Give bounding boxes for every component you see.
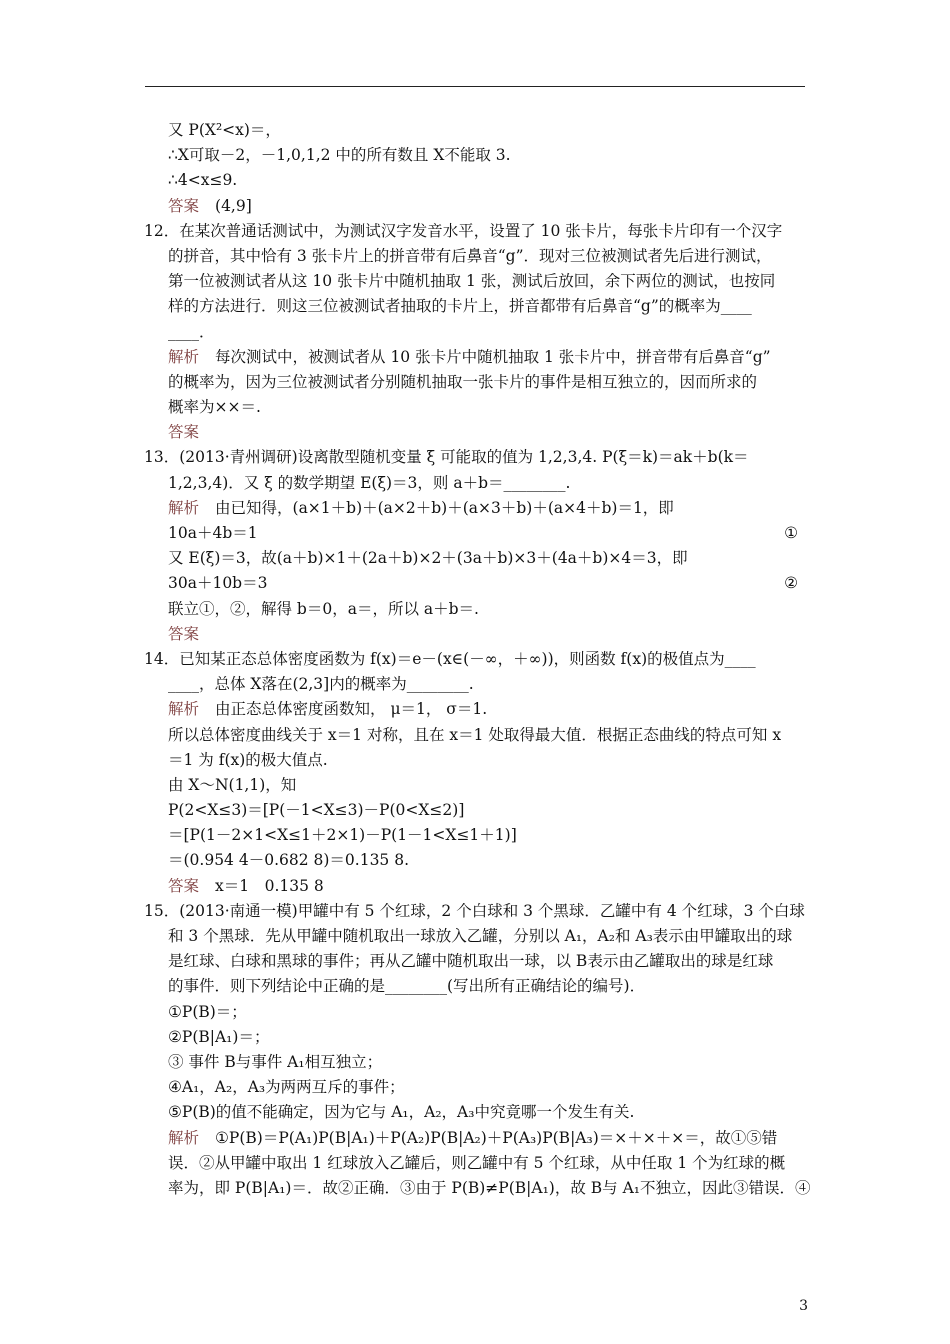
text-line — [168, 597, 808, 622]
text-line — [168, 118, 808, 143]
line-text: ①P(B)＝； — [168, 1002, 247, 1021]
text-line — [168, 949, 808, 974]
line-text: 12．在某次普通话测试中，为测试汉字发音水平，设置了 10 张卡片，每张卡片印有一个汉字 — [144, 221, 783, 240]
text-line — [168, 521, 808, 546]
analysis-label: 解析 — [168, 1128, 200, 1147]
text-line — [168, 723, 808, 748]
text-line — [168, 773, 808, 798]
line-text: 由 X～N(1,1)，知 — [168, 775, 297, 794]
text-line — [168, 269, 808, 294]
line-text: 15．(2013·南通一模)甲罐中有 5 个红球，2 个白球和 3 个黑球．乙罐中有 4 个红球，3 个白球 — [144, 901, 805, 920]
text-line — [168, 924, 808, 949]
line-text: 所以总体密度曲线关于 x＝1 对称，且在 x＝1 处取得最大值．根据正态曲线的特点可知 x — [168, 725, 782, 744]
line-text: 样的方法进行．则这三位被测试者抽取的卡片上，拼音都带有后鼻音“g”的概率为____ — [168, 297, 752, 316]
text-line — [168, 420, 808, 445]
text-line — [168, 471, 808, 496]
line-text: 误．②从甲罐中取出 1 红球放入乙罐后，则乙罐中有 5 个红球，从中任取 1 个为红球的概 — [168, 1153, 786, 1172]
line-text: ____，总体 X落在(2,3]内的概率为________. — [168, 675, 474, 694]
line-text: 由已知得，(a×1＋b)＋(a×2＋b)＋(a×3＋b)＋(a×4＋b)＝1，即 — [215, 498, 674, 517]
text-line — [168, 974, 808, 999]
analysis-label: 解析 — [168, 498, 200, 517]
line-text: 由正态总体密度函数知， μ＝1， σ＝1. — [215, 700, 488, 719]
equation-number: ② — [784, 574, 798, 593]
text-line — [168, 571, 808, 596]
analysis-label: 解析 — [168, 700, 200, 719]
line-text: ②P(B|A₁)＝； — [168, 1027, 270, 1046]
text-line — [168, 1126, 808, 1151]
line-text: 14．已知某正态总体密度函数为 f(x)＝e－(x∈(－∞，＋∞))，则函数 f(x)的极值点为____ — [144, 649, 756, 668]
line-text: P(2<X≤3)＝[P(－1<X≤3)－P(0<X≤2)] — [168, 801, 465, 820]
text-line — [168, 1075, 808, 1100]
equation-number: ① — [784, 524, 798, 542]
line-text: 是红球、白球和黑球的事件；再从乙罐中随机取出一球，以 B表示由乙罐取出的球是红球 — [168, 952, 774, 971]
text-line — [168, 697, 808, 722]
line-text: 和 3 个黑球．先从甲罐中随机取出一球放入乙罐，分别以 A₁，A₂和 A₃表示由甲罐取出的球 — [168, 927, 793, 945]
text-line — [144, 899, 808, 924]
text-line — [168, 748, 808, 773]
text-line — [168, 244, 808, 269]
text-line — [168, 1151, 808, 1176]
answer-label: 答案 — [168, 423, 200, 442]
line-text: ＝[P(1－2×1<X≤1＋2×1)－P(1－1<X≤1＋1)] — [168, 826, 517, 845]
line-text: 13．(2013·青州调研)设离散型随机变量 ξ 可能取的值为 1,2,3,4. P(ξ＝k)＝ak＋b(k＝ — [144, 448, 749, 467]
line-text: (4,9] — [215, 196, 252, 215]
text-line — [168, 194, 808, 219]
text-line — [168, 168, 808, 193]
text-line — [168, 1176, 811, 1201]
line-text: ④A₁，A₂，A₃为两两互斥的事件； — [168, 1078, 405, 1097]
text-line — [168, 798, 808, 823]
text-line — [168, 320, 808, 345]
text-line — [168, 848, 808, 873]
analysis-label: 解析 — [168, 347, 200, 366]
answer-label: 答案 — [168, 876, 200, 895]
line-text: ＝(0.954 4－0.682 8)＝0.135 8. — [168, 851, 410, 870]
line-text: 概率为××＝. — [168, 398, 261, 417]
text-line — [168, 143, 808, 168]
document-body — [144, 118, 811, 1201]
text-line — [168, 546, 808, 571]
text-line — [144, 647, 808, 672]
text-line — [168, 1000, 808, 1025]
header-rule — [145, 86, 805, 87]
answer-label: 答案 — [168, 624, 200, 643]
text-line — [168, 1025, 808, 1050]
line-text: x＝1 0.135 8 — [215, 876, 324, 895]
line-text: ①P(B)＝P(A₁)P(B|A₁)＋P(A₂)P(B|A₂)＋P(A₃)P(B|A₃)＝×＋×＋×＝，故①⑤错 — [215, 1128, 778, 1147]
line-text: 10a＋4b＝1 — [168, 524, 258, 542]
text-line — [168, 1100, 808, 1125]
line-text: 率为，即 P(B|A₁)＝．故②正确．③由于 P(B)≠P(B|A₁)，故 B与 A₁不独立，因此③错误．④ — [168, 1178, 811, 1197]
line-text: ∴4<x≤9. — [168, 171, 238, 190]
line-text: 联立①，②，解得 b＝0，a＝，所以 a＋b＝. — [168, 599, 479, 618]
text-line — [168, 823, 808, 848]
text-line — [144, 445, 808, 470]
line-text: 每次测试中，被测试者从 10 张卡片中随机抽取 1 张卡片中，拼音带有后鼻音“g” — [215, 347, 771, 366]
line-text: ③ 事件 B与事件 A₁相互独立； — [168, 1052, 383, 1071]
text-line — [168, 345, 808, 370]
text-line — [168, 672, 808, 697]
text-line — [144, 219, 808, 244]
line-text: ⑤P(B)的值不能确定，因为它与 A₁，A₂，A₃中究竟哪一个发生有关. — [168, 1103, 635, 1122]
line-text: ____． — [168, 322, 215, 341]
text-line — [168, 496, 808, 521]
line-text: 的拼音，其中恰有 3 张卡片上的拼音带有后鼻音“g”．现对三位被测试者先后进行测试， — [168, 246, 772, 265]
answer-label: 答案 — [168, 196, 200, 215]
text-line — [168, 395, 808, 420]
text-line — [168, 1050, 808, 1075]
line-text: ∴X可取－2，－1,0,1,2 中的所有数且 X不能取 3. — [168, 146, 511, 165]
page-number: 3 — [799, 1298, 808, 1314]
line-text: 又 P(X²<x)＝， — [168, 121, 281, 139]
line-text: ＝1 为 f(x)的极大值点. — [168, 750, 328, 769]
text-line — [168, 294, 808, 319]
line-text: 又 E(ξ)＝3，故(a＋b)×1＋(2a＋b)×2＋(3a＋b)×3＋(4a＋b)×4＝3，即 — [168, 549, 688, 568]
text-line — [168, 874, 808, 899]
line-text: 的事件．则下列结论中正确的是________(写出所有正确结论的编号)． — [168, 977, 646, 996]
text-line — [168, 370, 808, 395]
line-text: 的概率为，因为三位被测试者分别随机抽取一张卡片的事件是相互独立的，因而所求的 — [168, 372, 758, 391]
line-text: 第一位被测试者从这 10 张卡片中随机抽取 1 张，测试后放回，余下两位的测试，也按同 — [168, 272, 776, 291]
line-text: 1,2,3,4)．又 ξ 的数学期望 E(ξ)＝3，则 a＋b＝________. — [168, 473, 571, 492]
line-text: 30a＋10b＝3 — [168, 574, 268, 593]
text-line — [168, 622, 808, 647]
